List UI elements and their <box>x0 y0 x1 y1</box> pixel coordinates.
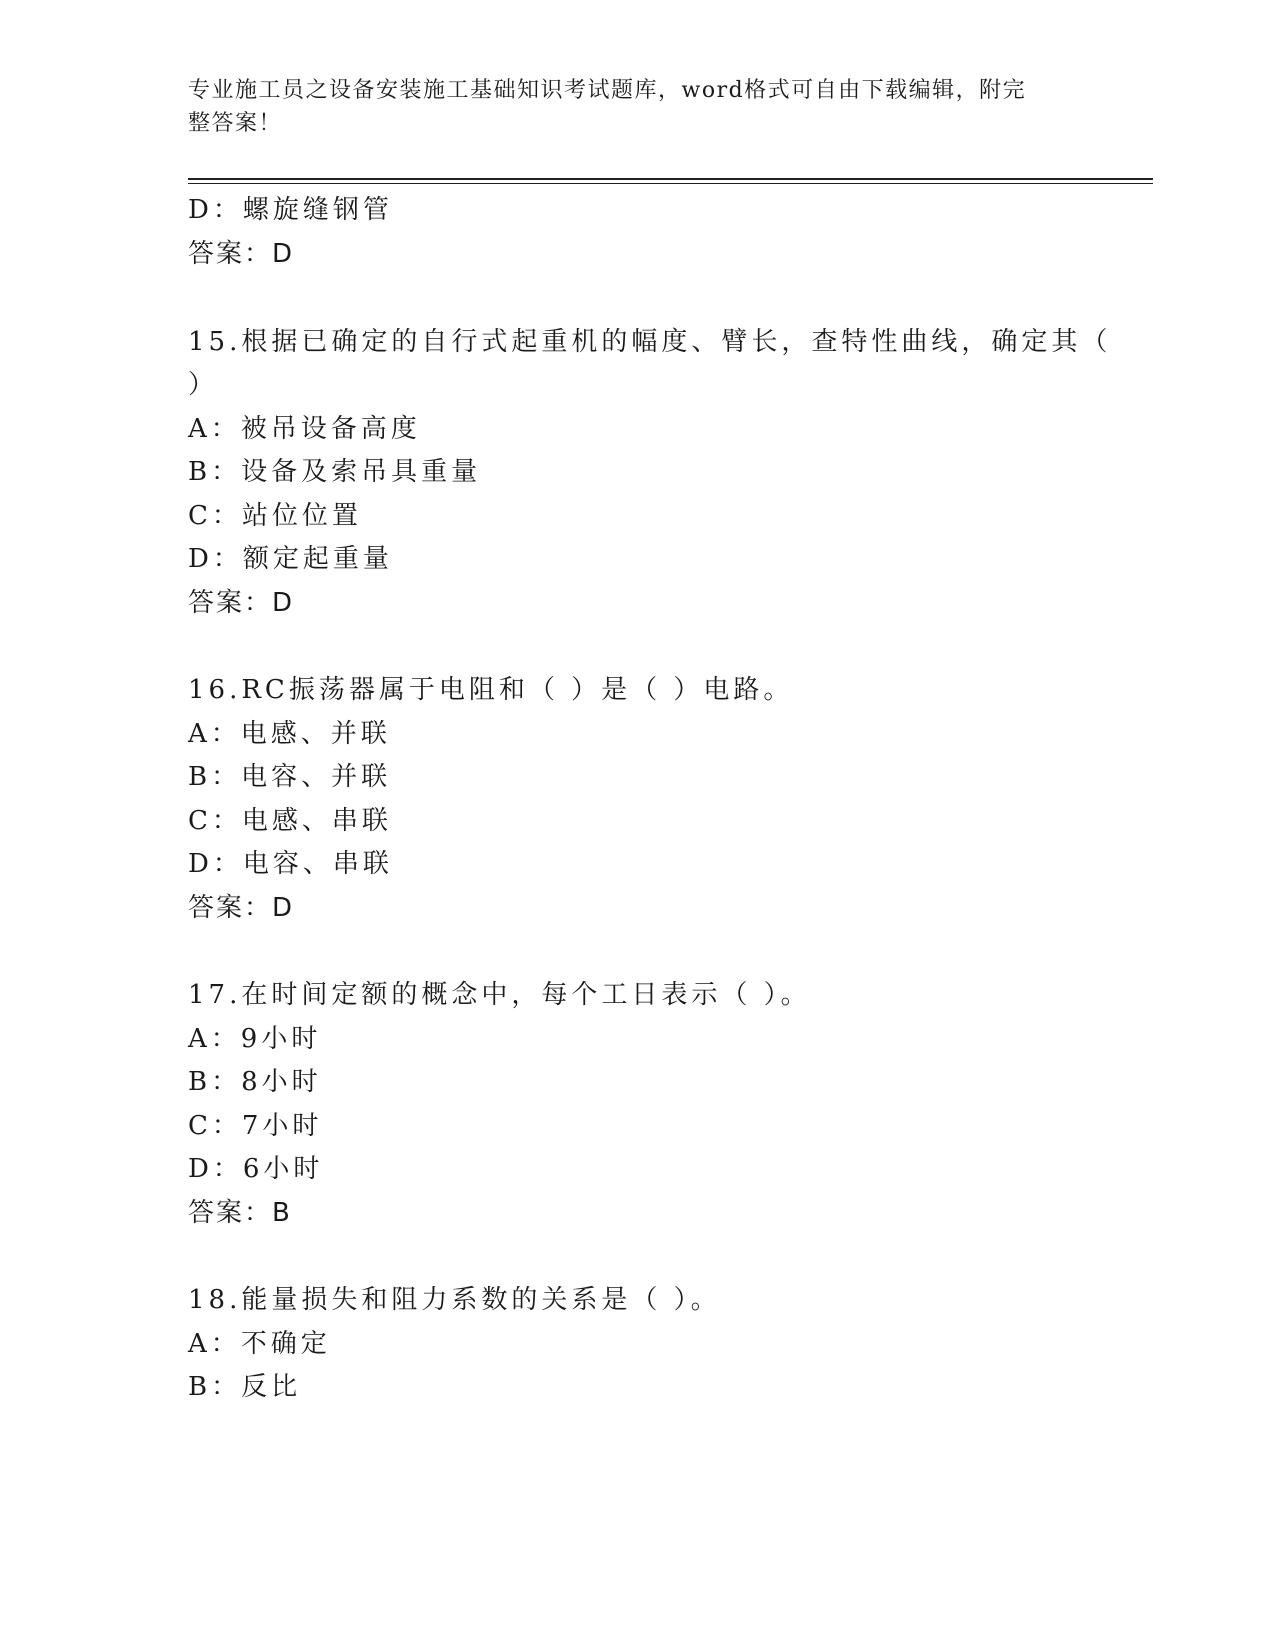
carryover-option-d: D：螺旋缝钢管 <box>188 195 393 225</box>
header-line-1: 专业施工员之设备安装施工基础知识考试题库，word格式可自由下载编辑，附完 <box>188 78 1027 103</box>
question-17-option-a: A：9小时 <box>188 1024 322 1054</box>
question-17-answer: 答案：B <box>188 1198 292 1228</box>
question-15-option-c: C：站位位置 <box>188 501 362 531</box>
header-line-2: 整答案！ <box>188 111 283 136</box>
question-16-option-c: C：电感、串联 <box>188 806 392 836</box>
question-15-answer: 答案：D <box>188 588 295 618</box>
header-divider-thick <box>188 178 1153 180</box>
question-18-option-b: B：反比 <box>188 1372 302 1402</box>
question-18-stem: 18.能量损失和阻力系数的关系是（ ）。 <box>188 1285 721 1315</box>
question-15-stem-cont: ） <box>188 370 219 400</box>
carryover-answer: 答案：D <box>188 239 295 269</box>
question-17-stem: 17.在时间定额的概念中，每个工日表示（ ）。 <box>188 980 811 1010</box>
question-17-option-c: C：7小时 <box>188 1111 323 1141</box>
question-16-option-b: B：电容、并联 <box>188 762 392 792</box>
question-15-option-a: A：被吊设备高度 <box>188 414 421 444</box>
question-17-option-d: D：6小时 <box>188 1154 324 1184</box>
document-header <box>188 74 1088 140</box>
question-16-option-a: A：电感、并联 <box>188 719 391 749</box>
question-18-option-a: A：不确定 <box>188 1329 331 1359</box>
question-16-answer: 答案：D <box>188 893 295 923</box>
question-17-option-b: B：8小时 <box>188 1067 322 1097</box>
header-divider-thin <box>188 183 1153 184</box>
question-15-option-d: D：额定起重量 <box>188 544 393 574</box>
question-16-option-d: D：电容、串联 <box>188 849 393 879</box>
question-15-stem: 15.根据已确定的自行式起重机的幅度、臂长，查特性曲线，确定其（ <box>188 327 1112 357</box>
question-16-stem: 16.RC振荡器属于电阻和（ ）是（ ）电路。 <box>188 675 794 705</box>
question-15-option-b: B：设备及索吊具重量 <box>188 457 482 487</box>
